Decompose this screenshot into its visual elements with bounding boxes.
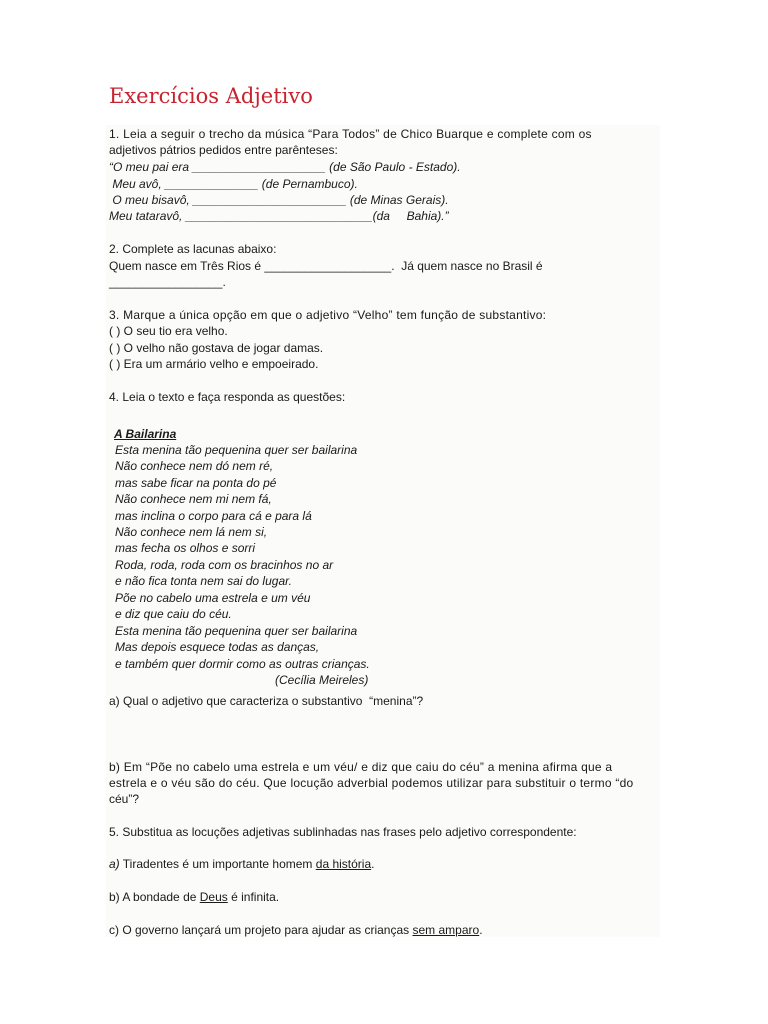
q1-line-1: 1. Leia a seguir o trecho da música “Para Todos” de Chico Buarque e complete com os xyxy=(109,127,592,141)
q5-item-a-underlined: da história xyxy=(315,857,372,871)
poem-line: Não conhece nem mi nem fá, xyxy=(115,492,272,506)
q5-item-a xyxy=(109,857,374,871)
poem-line: Roda, roda, roda com os bracinhos no ar xyxy=(115,558,334,572)
q5-item-a-text: Tiradentes é um importante homem xyxy=(119,857,316,871)
poem-line: Não conhece nem dó nem ré, xyxy=(115,459,274,473)
poem-line: Esta menina tão pequenina quer ser bailarina xyxy=(115,624,358,638)
q3-line-1: 3. Marque a única opção em que o adjetivo “Velho” tem função de substantivo: xyxy=(109,308,547,322)
q2-line-1: 2. Complete as lacunas abaixo: xyxy=(109,242,277,256)
poem-line: Esta menina tão pequenina quer ser bailarina xyxy=(115,443,358,457)
q5-line-1: 5. Substitua as locuções adjetivas sublinhadas nas frases pelo adjetivo correspondente: xyxy=(109,825,577,839)
q1-line-2: adjetivos pátrios pedidos entre parênteses: xyxy=(109,143,338,157)
q5-item-b-text: b) A bondade de xyxy=(109,890,200,904)
q5-item-a-label: a) xyxy=(109,857,120,871)
poem-title: A Bailarina xyxy=(114,427,177,441)
poem-line: Não conhece nem lá nem si, xyxy=(115,525,268,539)
poem-line: mas fecha os olhos e sorri xyxy=(115,541,256,555)
poem-line: e diz que caiu do céu. xyxy=(115,607,232,621)
poem-line: Põe no cabelo uma estrela e um véu xyxy=(115,591,311,605)
poem-line: e também quer dormir como as outras crianças. xyxy=(115,657,370,671)
q1-line-4: Meu avô, ______________ (de Pernambuco). xyxy=(109,177,358,191)
q5-item-b xyxy=(109,890,279,904)
poem-line: Mas depois esquece todas as danças, xyxy=(115,640,320,654)
q2-line-2: Quem nasce em Três Rios é ___________________. Já quem nasce no Brasil é xyxy=(109,259,543,273)
q5-item-b-end: é infinita. xyxy=(227,890,280,904)
q5-item-c xyxy=(109,923,483,937)
q1-line-5: O meu bisavô, _______________________ (de Minas Gerais). xyxy=(109,193,449,207)
poem-line: mas sabe ficar na ponta do pé xyxy=(115,476,277,490)
q4-question-b-line-3: céu”? xyxy=(109,792,140,806)
q4-question-b-line-1: b) Em “Põe no cabelo uma estrela e um véu/ e diz que caiu do céu” a menina afirma que a xyxy=(109,760,613,774)
poem-author: (Cecília Meireles) xyxy=(275,673,369,687)
poem-line: mas inclina o corpo para cá e para lá xyxy=(115,509,312,523)
q5-item-a-end: . xyxy=(371,857,375,871)
q4-question-a: a) Qual o adjetivo que caracteriza o substantivo “menina”? xyxy=(109,694,424,708)
q5-item-c-text: c) O governo lançará um projeto para ajudar as crianças xyxy=(109,923,413,937)
q4-question-b-line-2: estrela e o véu são do céu. Que locução adverbial podemos utilizar para substituir o termo “do xyxy=(109,776,634,790)
q1-line-3: “O meu pai era ____________________ (de São Paulo - Estado). xyxy=(109,160,461,174)
q3-option: ( ) Era um armário velho e empoeirado. xyxy=(109,357,319,371)
q5-item-b-underlined: Deus xyxy=(199,890,228,904)
poem-line: e não fica tonta nem sai do lugar. xyxy=(115,574,292,588)
q1-line-6: Meu tataravô, ____________________________(da Bahia).” xyxy=(109,209,449,223)
q4-line-1: 4. Leia o texto e faça responda as questões: xyxy=(109,390,346,404)
q5-item-c-underlined: sem amparo xyxy=(412,923,480,937)
q2-line-3: _________________. xyxy=(109,275,226,289)
q3-option: ( ) O velho não gostava de jogar damas. xyxy=(109,341,324,355)
q5-item-c-end: . xyxy=(479,923,483,937)
page-title: Exercícios Adjetivo xyxy=(109,84,313,108)
q3-option: ( ) O seu tio era velho. xyxy=(109,324,228,338)
